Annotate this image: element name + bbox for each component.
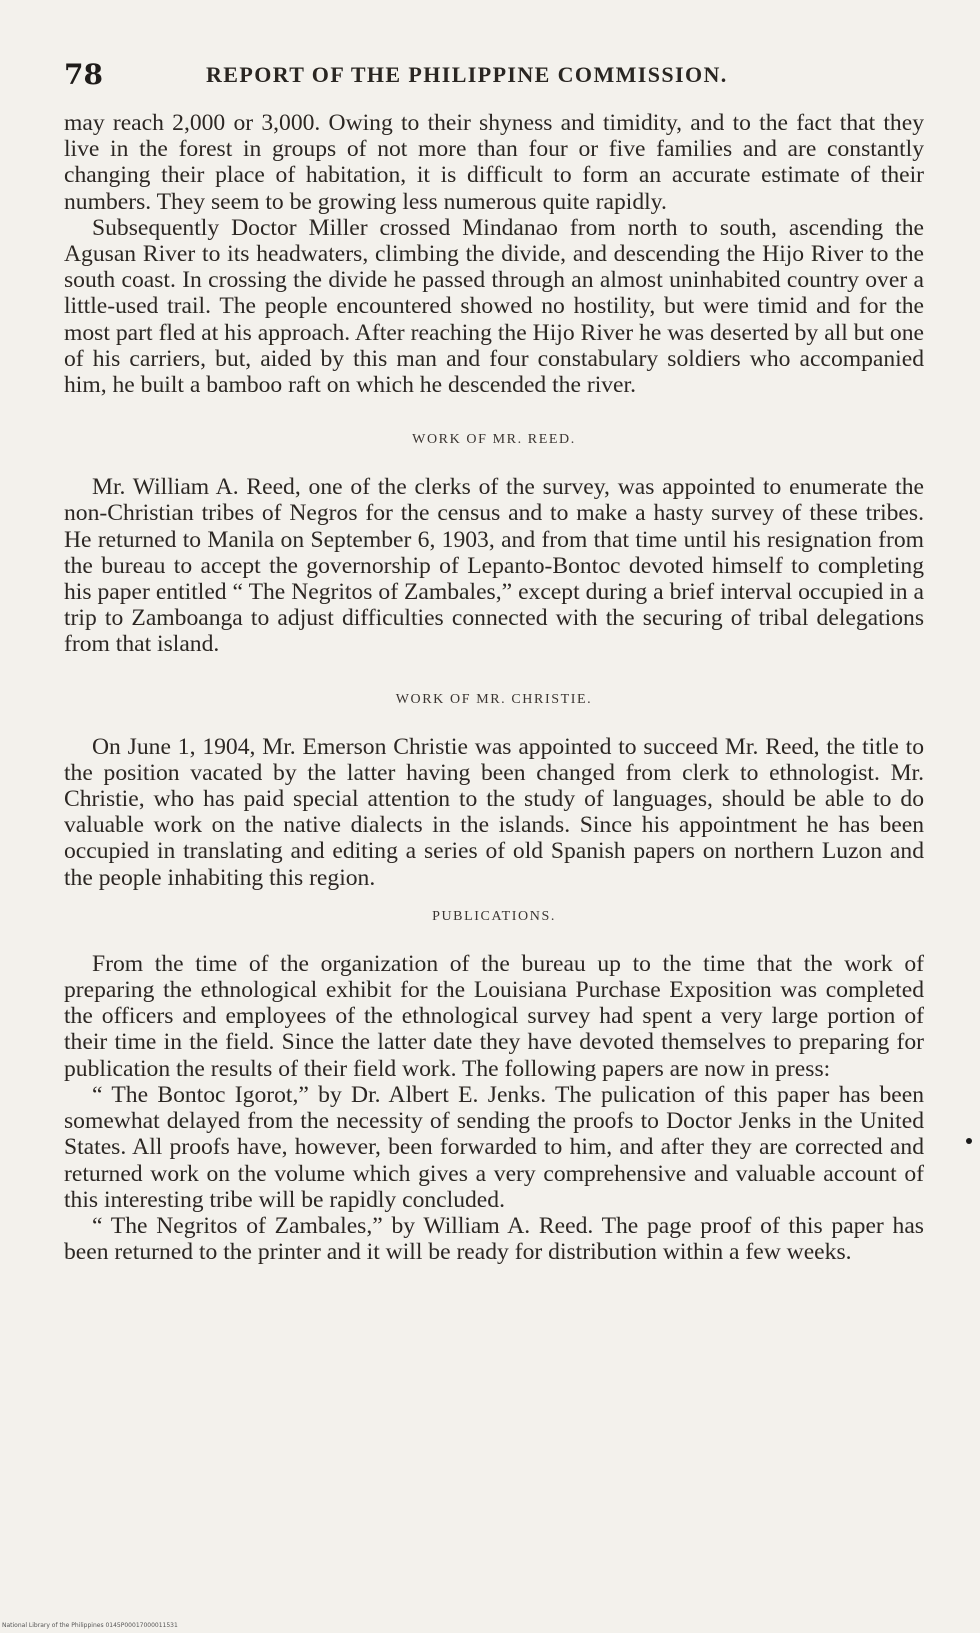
heading-publications: PUBLICATIONS. <box>432 908 556 924</box>
paragraph-intro: may reach 2,000 or 3,000. Owing to their shyness and timidity, and to the fact that they live in the forest in groups of not more than four or five families and are constantly changing their place of habitation, it is difficult to form an accurate estimate of their numbers. They seem to be growing less numerous quite rapidly. <box>64 110 924 215</box>
paragraph-publications: From the time of the organization of the bureau up to the time that the work of preparing the ethnological exhibit for the Louisiana Purchase Exposition was completed the officers and employees of the ethnological survey had spent a very large portion of their time in the field. Since the latter date they have devoted themselves to preparing for publication the results of their field work. The following papers are now in press: <box>64 950 924 1082</box>
paragraph-christie: On June 1, 1904, Mr. Emerson Christie was appointed to succeed Mr. Reed, the title to the position vacated by the latter having been changed from clerk to ethnologist. Mr. Christie, who has paid special attention to the study of languages, should be able to do valuable work on the native dialects in the islands. Since his appointment he has been occupied in translating and editing a series of old Spanish papers on northern Luzon and the people inhabiting this region. <box>64 733 924 891</box>
page-body <box>64 50 924 1265</box>
running-title: REPORT OF THE PHILIPPINE COMMISSION. <box>206 62 728 87</box>
page-number: 78 <box>64 58 103 91</box>
heading-work-of-mr-christie: WORK OF MR. CHRISTIE. <box>395 691 593 707</box>
paragraph-bontoc-igorot: “ The Bontoc Igorot,” by Dr. Albert E. Jenks. The pulication of this paper has been somewhat delayed from the necessity of sending the proofs to Doctor Jenks in the United States. All proofs have, however, been forwarded to him, and after they are corrected and returned work on the volume which gives a very comprehensive and valuable account of this interesting tribe will be rapidly concluded. <box>64 1081 924 1213</box>
paragraph-miller: Subsequently Doctor Miller crossed Mindanao from north to south, ascending the Agusan River to its headwaters, climbing the divide, and descending the Hijo River to the south coast. In crossing the divide he passed through an almost uninhabited country over a little-used trail. The people encountered showed no hostility, but were timid and for the most part fled at his approach. After reaching the Hijo River he was deserted by all but one of his carriers, but, aided by this man and four constabulary soldiers who accompanied him, he built a bamboo raft on which he descended the river. <box>64 214 924 399</box>
paragraph-negritos-of-zambales: “ The Negritos of Zambales,” by William A. Reed. The page proof of this paper has been returned to the printer and it will be ready for distribution within a few weeks. <box>64 1212 924 1266</box>
running-head <box>64 50 924 96</box>
paragraph-reed: Mr. William A. Reed, one of the clerks of the survey, was appointed to enumerate the non-Christian tribes of Negros for the census and to make a hasty survey of these tribes. He returned to Manila on September 6, 1903, and from that time until his resignation from the bureau to accept the governorship of Lepanto-Bontoc devoted himself to completing his paper entitled “ The Negritos of Zambales,” except during a brief interval occupied in a trip to Zamboanga to adjust difficulties connected with the securing of tribal delegations from that island. <box>64 474 924 658</box>
scan-footer: National Library of the Philippines 0145P00017000011531 <box>2 1622 178 1629</box>
margin-speck <box>966 1138 972 1144</box>
heading-work-of-mr-reed: WORK OF MR. REED. <box>412 432 576 448</box>
